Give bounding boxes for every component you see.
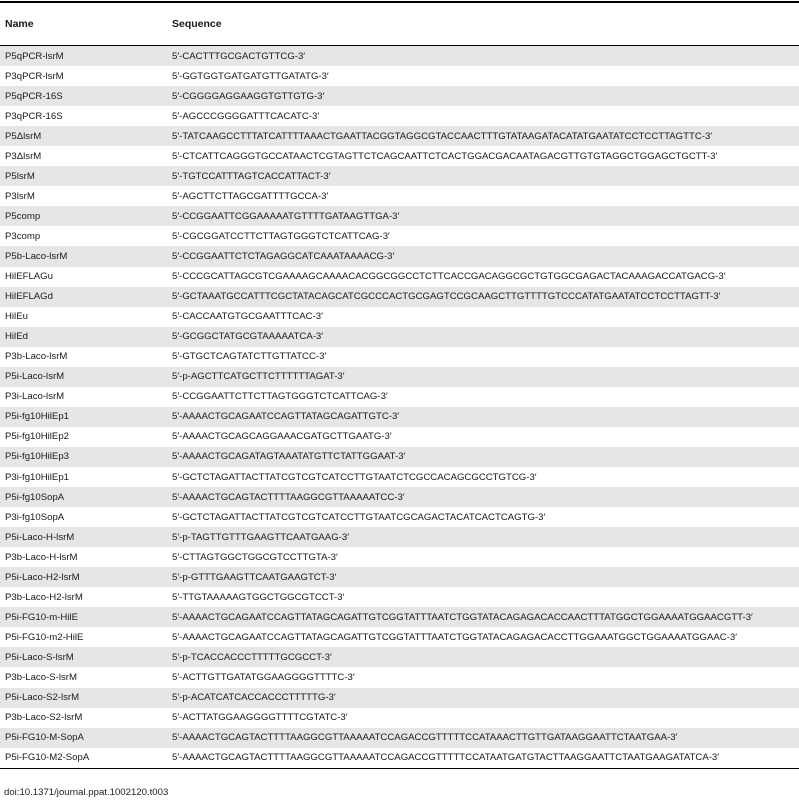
primer-name-cell: P5i-Laco-S2-lsrM bbox=[0, 688, 167, 708]
primer-name-cell: P5i-FG10-m-HilE bbox=[0, 607, 167, 627]
primer-name-cell: HilEu bbox=[0, 307, 167, 327]
primer-sequence-cell: 5′-AAAACTGCAGAATCCAGTTATAGCAGATTGTC-3′ bbox=[167, 407, 799, 427]
primer-name-cell: P5i-Laco-H-lsrM bbox=[0, 527, 167, 547]
table-row bbox=[0, 307, 799, 327]
column-header-sequence: Sequence bbox=[167, 3, 799, 46]
table-row bbox=[0, 447, 799, 467]
table-row bbox=[0, 106, 799, 126]
header-row bbox=[0, 3, 799, 46]
table-row bbox=[0, 607, 799, 627]
primer-sequence-cell: 5′-CACCAATGTGCGAATTTCAC-3′ bbox=[167, 307, 799, 327]
table-row bbox=[0, 327, 799, 347]
primer-sequence-cell: 5′-TATCAAGCCTTTATCATTTTAAACTGAATTACGGTAGGCGTACCAACTTTGTATAAGATACATATGAATATCCTCCTTAGTTC-3′ bbox=[167, 126, 799, 146]
table-row bbox=[0, 206, 799, 226]
primer-table bbox=[0, 3, 799, 768]
table-row bbox=[0, 347, 799, 367]
primer-name-cell: P5i-fg10HilEp3 bbox=[0, 447, 167, 467]
table-row bbox=[0, 287, 799, 307]
column-header-name: Name bbox=[0, 3, 167, 46]
primer-sequence-cell: 5′-AGCCCGGGGATTTCACATC-3′ bbox=[167, 106, 799, 126]
primer-sequence-cell: 5′-ACTTATGGAAGGGGTTTTCGTATC-3′ bbox=[167, 708, 799, 728]
primer-sequence-cell: 5′-GCGGCTATGCGTAAAAATCA-3′ bbox=[167, 327, 799, 347]
primer-name-cell: P3qPCR-lsrM bbox=[0, 66, 167, 86]
table-row bbox=[0, 688, 799, 708]
primer-name-cell: P5qPCR-lsrM bbox=[0, 46, 167, 67]
table-row bbox=[0, 46, 799, 67]
primer-sequence-cell: 5′-AAAACTGCAGTACTTTTAAGGCGTTAAAAATCC-3′ bbox=[167, 487, 799, 507]
table-header bbox=[0, 3, 799, 46]
table-row bbox=[0, 427, 799, 447]
primer-sequence-cell: 5′-p-ACATCATCACCACCCTTTTTG-3′ bbox=[167, 688, 799, 708]
primer-name-cell: P5i-FG10-M-SopA bbox=[0, 728, 167, 748]
primer-name-cell: HilEFLAGu bbox=[0, 267, 167, 287]
table-row bbox=[0, 647, 799, 667]
primer-sequence-cell: 5′-AAAACTGCAGTACTTTTAAGGCGTTAAAAATCCAGACCGTTTTTCCATAATGATGTACTTAAGGAATTCTAATGAAGATATCA-3′ bbox=[167, 748, 799, 768]
primer-name-cell: P5i-Laco-H2-lsrM bbox=[0, 567, 167, 587]
primer-sequence-cell: 5′-CCCGCATTAGCGTCGAAAAGCAAAACACGGCGGCCTCTTCACCGACAGGCGCTGTGGCGAGACTACAAAGACCATGACG-3′ bbox=[167, 267, 799, 287]
table-row bbox=[0, 126, 799, 146]
primer-sequence-cell: 5′-CCGGAATTCTTCTTAGTGGGTCTCATTCAG-3′ bbox=[167, 387, 799, 407]
primer-sequence-cell: 5′-CCGGAATTCTCTAGAGGCATCAAATAAAACG-3′ bbox=[167, 246, 799, 266]
primer-name-cell: HilEd bbox=[0, 327, 167, 347]
primer-name-cell: P3i-Laco-lsrM bbox=[0, 387, 167, 407]
primer-sequence-cell: 5′-CCGGAATTCGGAAAAATGTTTTGATAAGTTGA-3′ bbox=[167, 206, 799, 226]
table-row bbox=[0, 246, 799, 266]
primer-name-cell: P5i-fg10SopA bbox=[0, 487, 167, 507]
primer-name-cell: P5i-fg10HilEp1 bbox=[0, 407, 167, 427]
primer-sequence-cell: 5′-ACTTGTTGATATGGAAGGGGTTTTC-3′ bbox=[167, 667, 799, 687]
table-row bbox=[0, 507, 799, 527]
primer-name-cell: P3comp bbox=[0, 226, 167, 246]
table-row bbox=[0, 146, 799, 166]
primer-name-cell: P5i-Laco-S-lsrM bbox=[0, 647, 167, 667]
table-row bbox=[0, 407, 799, 427]
table-row bbox=[0, 667, 799, 687]
primer-sequence-cell: 5′-CTTAGTGGCTGGCGTCCTTGTA-3′ bbox=[167, 547, 799, 567]
primer-name-cell: P3b-Laco-S2-lsrM bbox=[0, 708, 167, 728]
primer-name-cell: P3i-fg10HilEp1 bbox=[0, 467, 167, 487]
table-row bbox=[0, 728, 799, 748]
primer-name-cell: P3b-Laco-H-lsrM bbox=[0, 547, 167, 567]
primer-sequence-cell: 5′-GGTGGTGATGATGTTGATATG-3′ bbox=[167, 66, 799, 86]
primer-name-cell: P5i-FG10-M2-SopA bbox=[0, 748, 167, 768]
table-row bbox=[0, 748, 799, 768]
primer-sequence-cell: 5′-AGCTTCTTAGCGATTTTGCCA-3′ bbox=[167, 186, 799, 206]
table-row bbox=[0, 86, 799, 106]
table-row bbox=[0, 166, 799, 186]
primer-name-cell: P3i-fg10SopA bbox=[0, 507, 167, 527]
primer-sequence-cell: 5′-GCTAAATGCCATTTCGCTATACAGCATCGCCCACTGCGAGTCCGCAAGCTTGTTTTGTCCCATATGAATATCCTCCTTAGTT-3′ bbox=[167, 287, 799, 307]
primer-sequence-cell: 5′-AAAACTGCAGAATCCAGTTATAGCAGATTGTCGGTATTTAATCTGGTATACAGAGACACCTTGGAAATGGCTGGAAAATGGAAC-3′ bbox=[167, 627, 799, 647]
primer-name-cell: P3b-Laco-S-lsrM bbox=[0, 667, 167, 687]
primer-sequence-cell: 5′-p-TAGTTGTTTGAAGTTCAATGAAG-3′ bbox=[167, 527, 799, 547]
table-row bbox=[0, 267, 799, 287]
primer-name-cell: P3ΔlsrM bbox=[0, 146, 167, 166]
table-row bbox=[0, 587, 799, 607]
primer-name-cell: HilEFLAGd bbox=[0, 287, 167, 307]
primer-sequence-cell: 5′-CGCGGATCCTTCTTAGTGGGTCTCATTCAG-3′ bbox=[167, 226, 799, 246]
primer-sequence-cell: 5′-TGTCCATTTAGTCACCATTACT-3′ bbox=[167, 166, 799, 186]
primer-sequence-cell: 5′-p-TCACCACCCTTTTTGCGCCT-3′ bbox=[167, 647, 799, 667]
primer-sequence-cell: 5′-AAAACTGCAGCAGGAAACGATGCTTGAATG-3′ bbox=[167, 427, 799, 447]
primer-sequence-cell: 5′-CTCATTCAGGGTGCCATAACTCGTAGTTCTCAGCAATTCTCACTGGACGACAATAGACGTTGTGTAGGCTGGAGCTGCTT-3′ bbox=[167, 146, 799, 166]
bottom-rule bbox=[0, 768, 799, 769]
primer-sequence-cell: 5′-AAAACTGCAGTACTTTTAAGGCGTTAAAAATCCAGACCGTTTTTCCATAAACTTGTTGATAAGGAATTCTAATGAA-3′ bbox=[167, 728, 799, 748]
primer-name-cell: P3b-Laco-H2-lsrM bbox=[0, 587, 167, 607]
primer-name-cell: P5i-Laco-lsrM bbox=[0, 367, 167, 387]
primer-name-cell: P5qPCR-16S bbox=[0, 86, 167, 106]
primer-name-cell: P5b-Laco-lsrM bbox=[0, 246, 167, 266]
table-row bbox=[0, 487, 799, 507]
primer-name-cell: P5ΔlsrM bbox=[0, 126, 167, 146]
table-row bbox=[0, 547, 799, 567]
table-row bbox=[0, 66, 799, 86]
primer-sequence-cell: 5′-GTGCTCAGTATCTTGTTATCC-3′ bbox=[167, 347, 799, 367]
primer-sequence-cell: 5′-GCTCTAGATTACTTATCGTCGTCATCCTTGTAATCGCAGACTACATCACTCAGTG-3′ bbox=[167, 507, 799, 527]
table-row bbox=[0, 186, 799, 206]
table-row bbox=[0, 367, 799, 387]
table-body bbox=[0, 46, 799, 768]
primer-sequence-cell: 5′-AAAACTGCAGAATCCAGTTATAGCAGATTGTCGGTATTTAATCTGGTATACAGAGACACCAACTTTATGGCTGGAAAATGGAACGTT-3′ bbox=[167, 607, 799, 627]
primer-sequence-cell: 5′-p-GTTTGAAGTTCAATGAAGTCT-3′ bbox=[167, 567, 799, 587]
table-row bbox=[0, 467, 799, 487]
table-row bbox=[0, 387, 799, 407]
primer-sequence-cell: 5′-GCTCTAGATTACTTATCGTCGTCATCCTTGTAATCTCGCCACAGCGCCTGTCG-3′ bbox=[167, 467, 799, 487]
table-row bbox=[0, 627, 799, 647]
primer-name-cell: P5i-fg10HilEp2 bbox=[0, 427, 167, 447]
primer-sequence-cell: 5′-TTGTAAAAAGTGGCTGGCGTCCT-3′ bbox=[167, 587, 799, 607]
primer-name-cell: P3qPCR-16S bbox=[0, 106, 167, 126]
primer-sequence-cell: 5′-AAAACTGCAGATAGTAAATATGTTCTATTGGAAT-3′ bbox=[167, 447, 799, 467]
primer-sequence-cell: 5′-CGGGGAGGAAGGTGTTGTG-3′ bbox=[167, 86, 799, 106]
primer-sequence-cell: 5′-p-AGCTTCATGCTTCTTTTTTAGAT-3′ bbox=[167, 367, 799, 387]
primer-sequence-cell: 5′-CACTTTGCGACTGTTCG-3′ bbox=[167, 46, 799, 67]
primer-name-cell: P5i-FG10-m2-HilE bbox=[0, 627, 167, 647]
table-row bbox=[0, 567, 799, 587]
primer-name-cell: P5lsrM bbox=[0, 166, 167, 186]
table-row bbox=[0, 527, 799, 547]
table-row bbox=[0, 708, 799, 728]
table-row bbox=[0, 226, 799, 246]
primer-name-cell: P5comp bbox=[0, 206, 167, 226]
primer-name-cell: P3lsrM bbox=[0, 186, 167, 206]
doi-footnote: doi:10.1371/journal.ppat.1002120.t003 bbox=[4, 787, 169, 798]
primer-name-cell: P3b-Laco-lsrM bbox=[0, 347, 167, 367]
